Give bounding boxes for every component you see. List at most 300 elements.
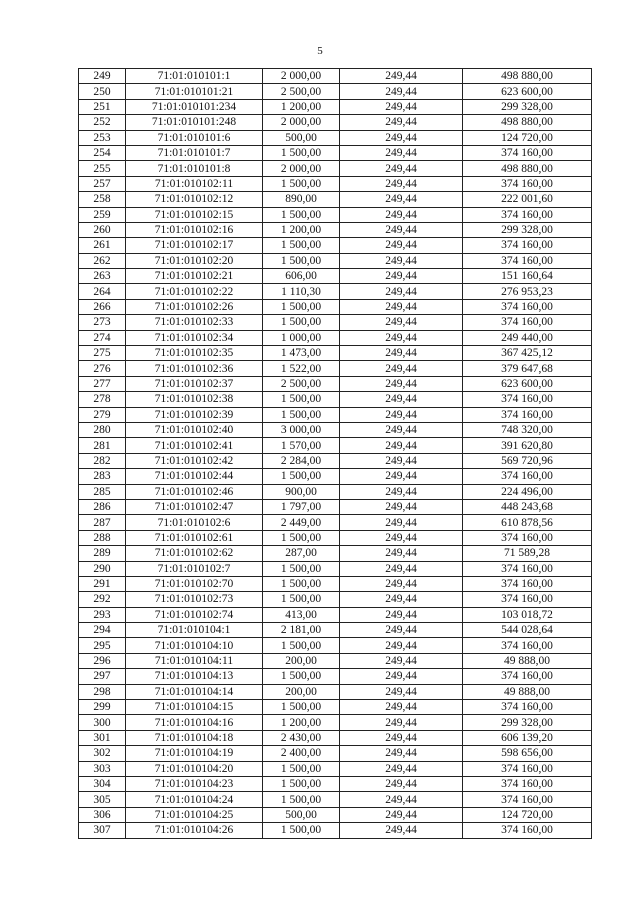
row-number-cell: 253: [79, 130, 126, 145]
row-number-cell: 302: [79, 746, 126, 761]
rate-cell: 249,44: [340, 730, 463, 745]
table-row: [79, 69, 592, 84]
row-number-cell: 303: [79, 761, 126, 776]
rate-cell: 249,44: [340, 315, 463, 330]
area-cell: 2 000,00: [263, 115, 340, 130]
row-number-cell: 295: [79, 638, 126, 653]
area-cell: 2 400,00: [263, 746, 340, 761]
row-number-cell: 296: [79, 653, 126, 668]
total-cell: 49 888,00: [463, 653, 592, 668]
total-cell: 374 160,00: [463, 776, 592, 791]
cadastral-number-cell: 71:01:010102:26: [126, 299, 263, 314]
rate-cell: 249,44: [340, 207, 463, 222]
area-cell: 1 200,00: [263, 715, 340, 730]
row-number-cell: 300: [79, 715, 126, 730]
row-number-cell: 307: [79, 823, 126, 838]
cadastral-number-cell: 71:01:010104:14: [126, 684, 263, 699]
table-row: [79, 638, 592, 653]
area-cell: 2 430,00: [263, 730, 340, 745]
total-cell: 606 139,20: [463, 730, 592, 745]
table-row: [79, 607, 592, 622]
cadastral-number-cell: 71:01:010102:20: [126, 253, 263, 268]
row-number-cell: 263: [79, 269, 126, 284]
rate-cell: 249,44: [340, 392, 463, 407]
row-number-cell: 252: [79, 115, 126, 130]
table-row: [79, 376, 592, 391]
row-number-cell: 283: [79, 469, 126, 484]
row-number-cell: 279: [79, 407, 126, 422]
area-cell: 1 570,00: [263, 438, 340, 453]
cadastral-number-cell: 71:01:010104:25: [126, 807, 263, 822]
area-cell: 3 000,00: [263, 422, 340, 437]
rate-cell: 249,44: [340, 623, 463, 638]
area-cell: 1 500,00: [263, 776, 340, 791]
area-cell: 1 522,00: [263, 361, 340, 376]
cadastral-number-cell: 71:01:010101:21: [126, 84, 263, 99]
total-cell: 151 160,64: [463, 269, 592, 284]
table-row: [79, 315, 592, 330]
cadastral-number-cell: 71:01:010102:61: [126, 530, 263, 545]
rate-cell: 249,44: [340, 192, 463, 207]
rate-cell: 249,44: [340, 499, 463, 514]
table-row: [79, 776, 592, 791]
total-cell: 374 160,00: [463, 592, 592, 607]
area-cell: 1 500,00: [263, 238, 340, 253]
table-row: [79, 422, 592, 437]
area-cell: 413,00: [263, 607, 340, 622]
rate-cell: 249,44: [340, 145, 463, 160]
table-row: [79, 623, 592, 638]
area-cell: 2 284,00: [263, 453, 340, 468]
table-row: [79, 299, 592, 314]
row-number-cell: 249: [79, 69, 126, 84]
area-cell: 500,00: [263, 807, 340, 822]
area-cell: 2 000,00: [263, 161, 340, 176]
table-row: [79, 499, 592, 514]
table-row: [79, 807, 592, 822]
row-number-cell: 257: [79, 176, 126, 191]
rate-cell: 249,44: [340, 607, 463, 622]
table-row: [79, 392, 592, 407]
table-row: [79, 161, 592, 176]
area-cell: 1 500,00: [263, 576, 340, 591]
row-number-cell: 292: [79, 592, 126, 607]
area-cell: 1 500,00: [263, 792, 340, 807]
rate-cell: 249,44: [340, 115, 463, 130]
rate-cell: 249,44: [340, 84, 463, 99]
table-row: [79, 530, 592, 545]
total-cell: 569 720,96: [463, 453, 592, 468]
row-number-cell: 264: [79, 284, 126, 299]
total-cell: 498 880,00: [463, 115, 592, 130]
rate-cell: 249,44: [340, 792, 463, 807]
cadastral-number-cell: 71:01:010104:26: [126, 823, 263, 838]
rate-cell: 249,44: [340, 761, 463, 776]
total-cell: 623 600,00: [463, 376, 592, 391]
area-cell: 1 500,00: [263, 638, 340, 653]
rate-cell: 249,44: [340, 776, 463, 791]
area-cell: 1 200,00: [263, 99, 340, 114]
area-cell: 1 500,00: [263, 700, 340, 715]
row-number-cell: 251: [79, 99, 126, 114]
cadastral-number-cell: 71:01:010104:19: [126, 746, 263, 761]
row-number-cell: 278: [79, 392, 126, 407]
row-number-cell: 280: [79, 422, 126, 437]
row-number-cell: 299: [79, 700, 126, 715]
rate-cell: 249,44: [340, 700, 463, 715]
total-cell: 103 018,72: [463, 607, 592, 622]
total-cell: 498 880,00: [463, 69, 592, 84]
total-cell: 124 720,00: [463, 807, 592, 822]
rate-cell: 249,44: [340, 299, 463, 314]
area-cell: 1 797,00: [263, 499, 340, 514]
area-cell: 890,00: [263, 192, 340, 207]
total-cell: 374 160,00: [463, 530, 592, 545]
cadastral-number-cell: 71:01:010101:248: [126, 115, 263, 130]
row-number-cell: 291: [79, 576, 126, 591]
row-number-cell: 294: [79, 623, 126, 638]
rate-cell: 249,44: [340, 161, 463, 176]
area-cell: 1 500,00: [263, 823, 340, 838]
cadastral-number-cell: 71:01:010102:33: [126, 315, 263, 330]
total-cell: 374 160,00: [463, 176, 592, 191]
area-cell: 1 500,00: [263, 669, 340, 684]
area-cell: 1 110,30: [263, 284, 340, 299]
cadastral-number-cell: 71:01:010102:62: [126, 546, 263, 561]
total-cell: 374 160,00: [463, 700, 592, 715]
rate-cell: 249,44: [340, 653, 463, 668]
row-number-cell: 250: [79, 84, 126, 99]
table-body: [79, 69, 592, 839]
rate-cell: 249,44: [340, 407, 463, 422]
cadastral-number-cell: 71:01:010102:36: [126, 361, 263, 376]
total-cell: 374 160,00: [463, 207, 592, 222]
total-cell: 374 160,00: [463, 469, 592, 484]
table-row: [79, 145, 592, 160]
table-row: [79, 130, 592, 145]
row-number-cell: 297: [79, 669, 126, 684]
area-cell: 1 500,00: [263, 253, 340, 268]
cadastral-number-cell: 71:01:010102:42: [126, 453, 263, 468]
rate-cell: 249,44: [340, 330, 463, 345]
rate-cell: 249,44: [340, 561, 463, 576]
row-number-cell: 276: [79, 361, 126, 376]
rate-cell: 249,44: [340, 422, 463, 437]
area-cell: 1 500,00: [263, 315, 340, 330]
rate-cell: 249,44: [340, 638, 463, 653]
table-row: [79, 761, 592, 776]
row-number-cell: 275: [79, 346, 126, 361]
rate-cell: 249,44: [340, 823, 463, 838]
cadastral-number-cell: 71:01:010102:70: [126, 576, 263, 591]
total-cell: 598 656,00: [463, 746, 592, 761]
cadastral-number-cell: 71:01:010104:1: [126, 623, 263, 638]
table-row: [79, 684, 592, 699]
table-row: [79, 207, 592, 222]
total-cell: 374 160,00: [463, 299, 592, 314]
row-number-cell: 273: [79, 315, 126, 330]
total-cell: 374 160,00: [463, 315, 592, 330]
area-cell: 1 500,00: [263, 407, 340, 422]
total-cell: 374 160,00: [463, 638, 592, 653]
row-number-cell: 306: [79, 807, 126, 822]
table-row: [79, 484, 592, 499]
total-cell: 374 160,00: [463, 145, 592, 160]
cadastral-number-cell: 71:01:010102:74: [126, 607, 263, 622]
table-row: [79, 592, 592, 607]
cadastral-number-cell: 71:01:010104:10: [126, 638, 263, 653]
area-cell: 1 500,00: [263, 592, 340, 607]
area-cell: 2 449,00: [263, 515, 340, 530]
rate-cell: 249,44: [340, 176, 463, 191]
table-row: [79, 823, 592, 838]
cadastral-number-cell: 71:01:010102:41: [126, 438, 263, 453]
total-cell: 299 328,00: [463, 99, 592, 114]
table-row: [79, 669, 592, 684]
rate-cell: 249,44: [340, 438, 463, 453]
cadastral-number-cell: 71:01:010102:38: [126, 392, 263, 407]
row-number-cell: 258: [79, 192, 126, 207]
row-number-cell: 301: [79, 730, 126, 745]
cadastral-number-cell: 71:01:010104:13: [126, 669, 263, 684]
table-row: [79, 453, 592, 468]
cadastral-number-cell: 71:01:010102:21: [126, 269, 263, 284]
row-number-cell: 277: [79, 376, 126, 391]
table-row: [79, 361, 592, 376]
cadastral-number-cell: 71:01:010104:23: [126, 776, 263, 791]
cadastral-number-cell: 71:01:010102:11: [126, 176, 263, 191]
rate-cell: 249,44: [340, 684, 463, 699]
row-number-cell: 287: [79, 515, 126, 530]
total-cell: 374 160,00: [463, 407, 592, 422]
rate-cell: 249,44: [340, 592, 463, 607]
cadastral-number-cell: 71:01:010102:6: [126, 515, 263, 530]
area-cell: 1 500,00: [263, 299, 340, 314]
area-cell: 500,00: [263, 130, 340, 145]
area-cell: 2 181,00: [263, 623, 340, 638]
rate-cell: 249,44: [340, 746, 463, 761]
rate-cell: 249,44: [340, 376, 463, 391]
table-row: [79, 407, 592, 422]
total-cell: 299 328,00: [463, 222, 592, 237]
row-number-cell: 262: [79, 253, 126, 268]
rate-cell: 249,44: [340, 576, 463, 591]
area-cell: 1 500,00: [263, 761, 340, 776]
area-cell: 1 500,00: [263, 176, 340, 191]
total-cell: 374 160,00: [463, 823, 592, 838]
total-cell: 374 160,00: [463, 392, 592, 407]
area-cell: 1 500,00: [263, 561, 340, 576]
row-number-cell: 286: [79, 499, 126, 514]
row-number-cell: 281: [79, 438, 126, 453]
rate-cell: 249,44: [340, 130, 463, 145]
cadastral-number-cell: 71:01:010102:16: [126, 222, 263, 237]
cadastral-number-cell: 71:01:010104:15: [126, 700, 263, 715]
area-cell: 1 200,00: [263, 222, 340, 237]
row-number-cell: 274: [79, 330, 126, 345]
cadastral-number-cell: 71:01:010102:12: [126, 192, 263, 207]
area-cell: 2 000,00: [263, 69, 340, 84]
table-row: [79, 792, 592, 807]
rate-cell: 249,44: [340, 715, 463, 730]
table-row: [79, 99, 592, 114]
row-number-cell: 266: [79, 299, 126, 314]
table-row: [79, 700, 592, 715]
cadastral-number-cell: 71:01:010104:16: [126, 715, 263, 730]
area-cell: 606,00: [263, 269, 340, 284]
rate-cell: 249,44: [340, 253, 463, 268]
total-cell: 623 600,00: [463, 84, 592, 99]
total-cell: 610 878,56: [463, 515, 592, 530]
cadastral-number-cell: 71:01:010102:44: [126, 469, 263, 484]
total-cell: 49 888,00: [463, 684, 592, 699]
rate-cell: 249,44: [340, 484, 463, 499]
table-row: [79, 222, 592, 237]
area-cell: 2 500,00: [263, 376, 340, 391]
table-row: [79, 576, 592, 591]
rate-cell: 249,44: [340, 515, 463, 530]
rate-cell: 249,44: [340, 69, 463, 84]
rate-cell: 249,44: [340, 222, 463, 237]
row-number-cell: 285: [79, 484, 126, 499]
cadastral-number-cell: 71:01:010102:35: [126, 346, 263, 361]
table-row: [79, 238, 592, 253]
table-row: [79, 176, 592, 191]
row-number-cell: 255: [79, 161, 126, 176]
row-number-cell: 260: [79, 222, 126, 237]
total-cell: 374 160,00: [463, 761, 592, 776]
total-cell: 448 243,68: [463, 499, 592, 514]
total-cell: 71 589,28: [463, 546, 592, 561]
row-number-cell: 259: [79, 207, 126, 222]
row-number-cell: 288: [79, 530, 126, 545]
table-row: [79, 269, 592, 284]
rate-cell: 249,44: [340, 530, 463, 545]
cadastral-number-cell: 71:01:010101:234: [126, 99, 263, 114]
page-number: 5: [317, 45, 323, 57]
cadastral-number-cell: 71:01:010102:17: [126, 238, 263, 253]
rate-cell: 249,44: [340, 284, 463, 299]
table-row: [79, 253, 592, 268]
total-cell: 222 001,60: [463, 192, 592, 207]
cadastral-number-cell: 71:01:010101:8: [126, 161, 263, 176]
rate-cell: 249,44: [340, 453, 463, 468]
total-cell: 498 880,00: [463, 161, 592, 176]
total-cell: 374 160,00: [463, 669, 592, 684]
table-row: [79, 746, 592, 761]
area-cell: 900,00: [263, 484, 340, 499]
row-number-cell: 289: [79, 546, 126, 561]
cadastral-number-cell: 71:01:010102:47: [126, 499, 263, 514]
area-cell: 1 500,00: [263, 469, 340, 484]
table-row: [79, 561, 592, 576]
table-row: [79, 192, 592, 207]
table-row: [79, 653, 592, 668]
row-number-cell: 261: [79, 238, 126, 253]
total-cell: 374 160,00: [463, 576, 592, 591]
table-row: [79, 438, 592, 453]
cadastral-number-cell: 71:01:010101:7: [126, 145, 263, 160]
total-cell: 374 160,00: [463, 238, 592, 253]
cadastral-number-cell: 71:01:010104:20: [126, 761, 263, 776]
cadastral-number-cell: 71:01:010102:40: [126, 422, 263, 437]
total-cell: 224 496,00: [463, 484, 592, 499]
row-number-cell: 290: [79, 561, 126, 576]
cadastral-number-cell: 71:01:010102:34: [126, 330, 263, 345]
area-cell: 1 500,00: [263, 145, 340, 160]
cadastral-number-cell: 71:01:010102:22: [126, 284, 263, 299]
rate-cell: 249,44: [340, 546, 463, 561]
cadastral-number-cell: 71:01:010102:15: [126, 207, 263, 222]
table-row: [79, 546, 592, 561]
cadastral-number-cell: 71:01:010102:46: [126, 484, 263, 499]
cadastral-number-cell: 71:01:010104:24: [126, 792, 263, 807]
total-cell: 374 160,00: [463, 561, 592, 576]
cadastral-number-cell: 71:01:010102:73: [126, 592, 263, 607]
table-row: [79, 469, 592, 484]
table-row: [79, 115, 592, 130]
rate-cell: 249,44: [340, 361, 463, 376]
total-cell: 748 320,00: [463, 422, 592, 437]
table-row: [79, 715, 592, 730]
cadastral-number-cell: 71:01:010101:6: [126, 130, 263, 145]
cadastral-number-cell: 71:01:010101:1: [126, 69, 263, 84]
area-cell: 1 500,00: [263, 207, 340, 222]
rate-cell: 249,44: [340, 346, 463, 361]
rate-cell: 249,44: [340, 669, 463, 684]
rate-cell: 249,44: [340, 469, 463, 484]
total-cell: 367 425,12: [463, 346, 592, 361]
cadastral-number-cell: 71:01:010104:11: [126, 653, 263, 668]
rate-cell: 249,44: [340, 99, 463, 114]
area-cell: 1 000,00: [263, 330, 340, 345]
total-cell: 249 440,00: [463, 330, 592, 345]
total-cell: 374 160,00: [463, 792, 592, 807]
row-number-cell: 293: [79, 607, 126, 622]
row-number-cell: 305: [79, 792, 126, 807]
row-number-cell: 282: [79, 453, 126, 468]
total-cell: 374 160,00: [463, 253, 592, 268]
row-number-cell: 304: [79, 776, 126, 791]
total-cell: 276 953,23: [463, 284, 592, 299]
table-row: [79, 284, 592, 299]
table-row: [79, 330, 592, 345]
table-row: [79, 515, 592, 530]
area-cell: 1 500,00: [263, 530, 340, 545]
rate-cell: 249,44: [340, 807, 463, 822]
parcel-table: [78, 68, 592, 839]
table-row: [79, 84, 592, 99]
table-row: [79, 346, 592, 361]
total-cell: 299 328,00: [463, 715, 592, 730]
cadastral-number-cell: 71:01:010102:7: [126, 561, 263, 576]
rate-cell: 249,44: [340, 238, 463, 253]
total-cell: 544 028,64: [463, 623, 592, 638]
area-cell: 287,00: [263, 546, 340, 561]
total-cell: 124 720,00: [463, 130, 592, 145]
total-cell: 391 620,80: [463, 438, 592, 453]
cadastral-number-cell: 71:01:010102:37: [126, 376, 263, 391]
rate-cell: 249,44: [340, 269, 463, 284]
area-cell: 1 473,00: [263, 346, 340, 361]
area-cell: 200,00: [263, 684, 340, 699]
cadastral-number-cell: 71:01:010102:39: [126, 407, 263, 422]
row-number-cell: 254: [79, 145, 126, 160]
row-number-cell: 298: [79, 684, 126, 699]
total-cell: 379 647,68: [463, 361, 592, 376]
table-row: [79, 730, 592, 745]
area-cell: 2 500,00: [263, 84, 340, 99]
